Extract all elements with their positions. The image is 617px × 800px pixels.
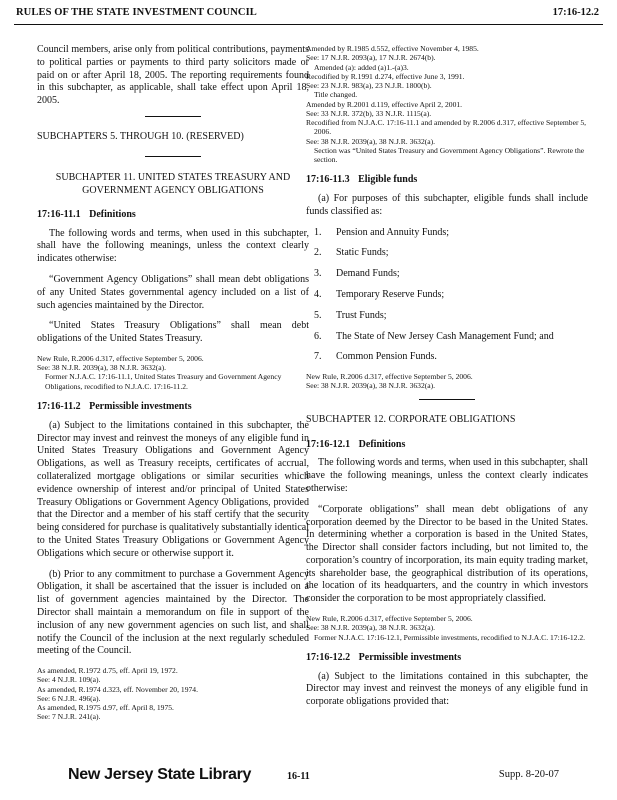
history-line: New Rule, R.2006 d.317, effective September 5, 2006. [306,614,473,624]
history-note-11-3 [306,372,588,391]
list-item [306,227,588,240]
history-line: Section was “United States Treasury and Government Agency Obligations”. Rewrote the section. [314,145,585,164]
item-number: 1. [314,226,322,238]
intro-paragraph: Council members, arise only from political contributions, payments to political parties or payments to third party solicitors made or paid on or after April 18, 2005. The reporting requirements found in this subchapter, as applicable, shall take effect upon April 18, 2005. [37,44,309,107]
history-line: See: 38 N.J.R. 2039(a), 38 N.J.R. 3632(a). [306,136,436,146]
list-item [306,331,588,344]
section-heading-11-3 [306,174,588,187]
history-line: Former N.J.A.C. 17:16-12.1, Permissible investments, recodified to N.J.A.C. 17:16-12.2. [314,632,586,642]
paragraph-a: (a) Subject to the limitations contained in this subchapter, the Director may invest and reinvest the moneys of any eligible fund in corporate obligations provided that: [306,670,588,708]
subchapter-12-title: SUBCHAPTER 12. CORPORATE OBLIGATIONS [306,413,516,425]
item-number: 5. [314,309,322,321]
section-title: Permissible investments [358,651,462,663]
section-number: 17:16-11.1 [37,208,81,220]
item-text: Trust Funds; [336,309,387,321]
history-line: See: 38 N.J.R. 2039(a), 38 N.J.R. 3632(a). [37,363,167,373]
history-line: See: 38 N.J.R. 2039(a), 38 N.J.R. 3632(a). [306,381,436,391]
history-note-11-2 [37,666,309,722]
definitions-intro: The following words and terms, when used in this subchapter, shall have the following meanings, unless the context clearly indicates otherwise: [306,457,588,494]
eligible-funds-intro: (a) For purposes of this subchapter, eligible funds shall include funds classified as: [306,193,588,217]
history-line: See: 23 N.J.R. 983(a), 23 N.J.R. 1800(b). [306,81,432,90]
definition-corporate-obligations: “Corporate obligations” shall mean debt obligations of any corporation deemed by the Director to be based in the United States. In determining whether a corporation is based in the United States, the Director shall consider factors including, but not limited to, the corporation’s country of incorporation, its main equity trading market, its shareholder base, the geographical distribution of its operations, the location of its headquarters, and the country in which investors consider the corporation to be most appropriately classified. [306,503,588,605]
running-header [14,4,603,25]
section-number: 17:16-11.3 [306,174,350,186]
item-text: Static Funds; [336,247,389,259]
history-line: Amended by R.2001 d.119, effective April 2, 2001. [306,99,463,109]
section-title: Permissible investments [89,400,192,412]
history-line: See: 33 N.J.R. 372(b), 33 N.J.R. 1115(a). [306,108,432,118]
history-line: Amended (a): added (a)1.-(a)3. [314,62,409,72]
history-note-12-top [306,44,588,164]
definition-government-agency-obligations: “Government Agency Obligations” shall mean debt obligations of any United States governmental agency included on a list of such agencies maintained by the Director. [37,273,309,311]
header-title: RULES OF THE STATE INVESTMENT COUNCIL [16,7,257,18]
section-heading-12-1 [306,439,588,452]
item-number: 2. [314,247,322,259]
item-text: Pension and Annuity Funds; [336,226,450,238]
history-line: See: 38 N.J.R. 2039(a), 38 N.J.R. 3632(a). [306,623,436,633]
section-heading-11-1 [37,209,309,222]
section-heading-12-2 [306,652,588,665]
library-footer: New Jersey State Library [68,766,252,783]
header-section: 17:16-12.2 [552,7,599,18]
left-column [37,44,309,730]
history-line: Title changed. [314,90,358,100]
paragraph-b: (b) Prior to any commitment to purchase a Government Agency Obligation, it shall be ascertained that the issuer is included on a list of government agencies maintained by the Director. The Director shall maintain a memorandum on file in support of the inclusion of any new government agencies on such list, and shall notify the Council of the inclusion at the next regularly scheduled meeting of the Council. [37,568,309,657]
history-note-12-1 [306,614,588,642]
section-title: Eligible funds [358,174,418,186]
history-line: Recodified from N.J.A.C. 17:16-11.1 and amended by R.2006 d.317, effective September 5, 2006. [306,118,587,137]
history-line: New Rule, R.2006 d.317, effective September 5, 2006. [306,372,473,382]
section-heading-11-2 [37,401,309,414]
history-line: See: 7 N.J.R. 241(a). [37,712,101,722]
definitions-intro: The following words and terms, when used in this subchapter, shall have the following meanings, unless the context clearly indicates otherwise: [37,227,309,265]
right-column [306,44,588,717]
history-line: See: 17 N.J.R. 2093(a), 17 N.J.R. 2674(b). [306,53,436,63]
list-item [306,289,588,302]
item-text: Temporary Reserve Funds; [336,289,445,301]
section-title: Definitions [89,208,136,220]
item-text: Common Pension Funds. [336,351,437,363]
history-line: See: 6 N.J.R. 496(a). [37,693,101,703]
subchapter-11-title: SUBCHAPTER 11. UNITED STATES TREASURY AND GOVERNMENT AGENCY OBLIGATIONS [55,171,291,196]
history-line: Amended by R.1985 d.552, effective November 4, 1985. [306,44,479,53]
reserved-subchapters: SUBCHAPTERS 5. THROUGH 10. (RESERVED) [37,130,244,142]
list-item [306,310,588,323]
item-text: Demand Funds; [336,268,400,280]
section-title: Definitions [358,438,406,450]
list-item [306,268,588,281]
supplement-date: Supp. 8-20-07 [498,769,559,780]
paragraph-a: (a) Subject to the limitations contained in this subchapter, the Director may invest and reinvest the moneys of any eligible fund in United States Treasury Obligations and Government Agency Obligations, as well as Treasury receipts, certificates of accrual, collateralized mortgage obligations or similar securities which evidence ownership of interest and/or principal of United States Treasury Obligations or Government Agency Obligations, provided that the Director and a member of his staff certify that the security being considered for purchase is qualitatively substantially identical to the United States Treasury Obligations or Government Agency Obligations which secure or otherwise support it. [37,419,309,559]
history-note-11-1 [37,354,309,391]
page-number: 16-11 [287,771,310,782]
section-number: 17:16-12.2 [306,651,351,663]
section-divider [145,116,201,117]
item-text: The State of New Jersey Cash Management Fund; and [336,330,554,342]
history-line: Former N.J.A.C. 17:16-11.1, United States Treasury and Government Agency Obligations, recodified to N.J.A.C. 17:16-11.2. [45,372,282,391]
history-line: New Rule, R.2006 d.317, effective September 5, 2006. [37,353,204,363]
list-item [306,351,588,364]
item-number: 6. [314,330,322,342]
eligible-funds-list [306,227,588,365]
item-number: 3. [314,268,322,280]
history-line: As amended, R.1975 d.97, eff. April 8, 1975. [37,703,174,713]
section-divider [419,399,475,400]
history-line: As amended, R.1972 d.75, eff. April 19, 1972. [37,666,178,676]
section-divider [145,156,201,157]
section-number: 17:16-12.1 [306,438,351,450]
history-line: See: 4 N.J.R. 109(a). [37,675,101,685]
item-number: 4. [314,289,322,301]
history-line: Recodified by R.1991 d.274, effective June 3, 1991. [306,71,465,81]
list-item [306,247,588,260]
history-line: As amended, R.1974 d.323, eff. November 20, 1974. [37,684,198,694]
section-number: 17:16-11.2 [37,400,81,412]
item-number: 7. [314,351,322,363]
definition-us-treasury-obligations: “United States Treasury Obligations” shall mean debt obligations of the United States Treasury. [37,320,309,345]
